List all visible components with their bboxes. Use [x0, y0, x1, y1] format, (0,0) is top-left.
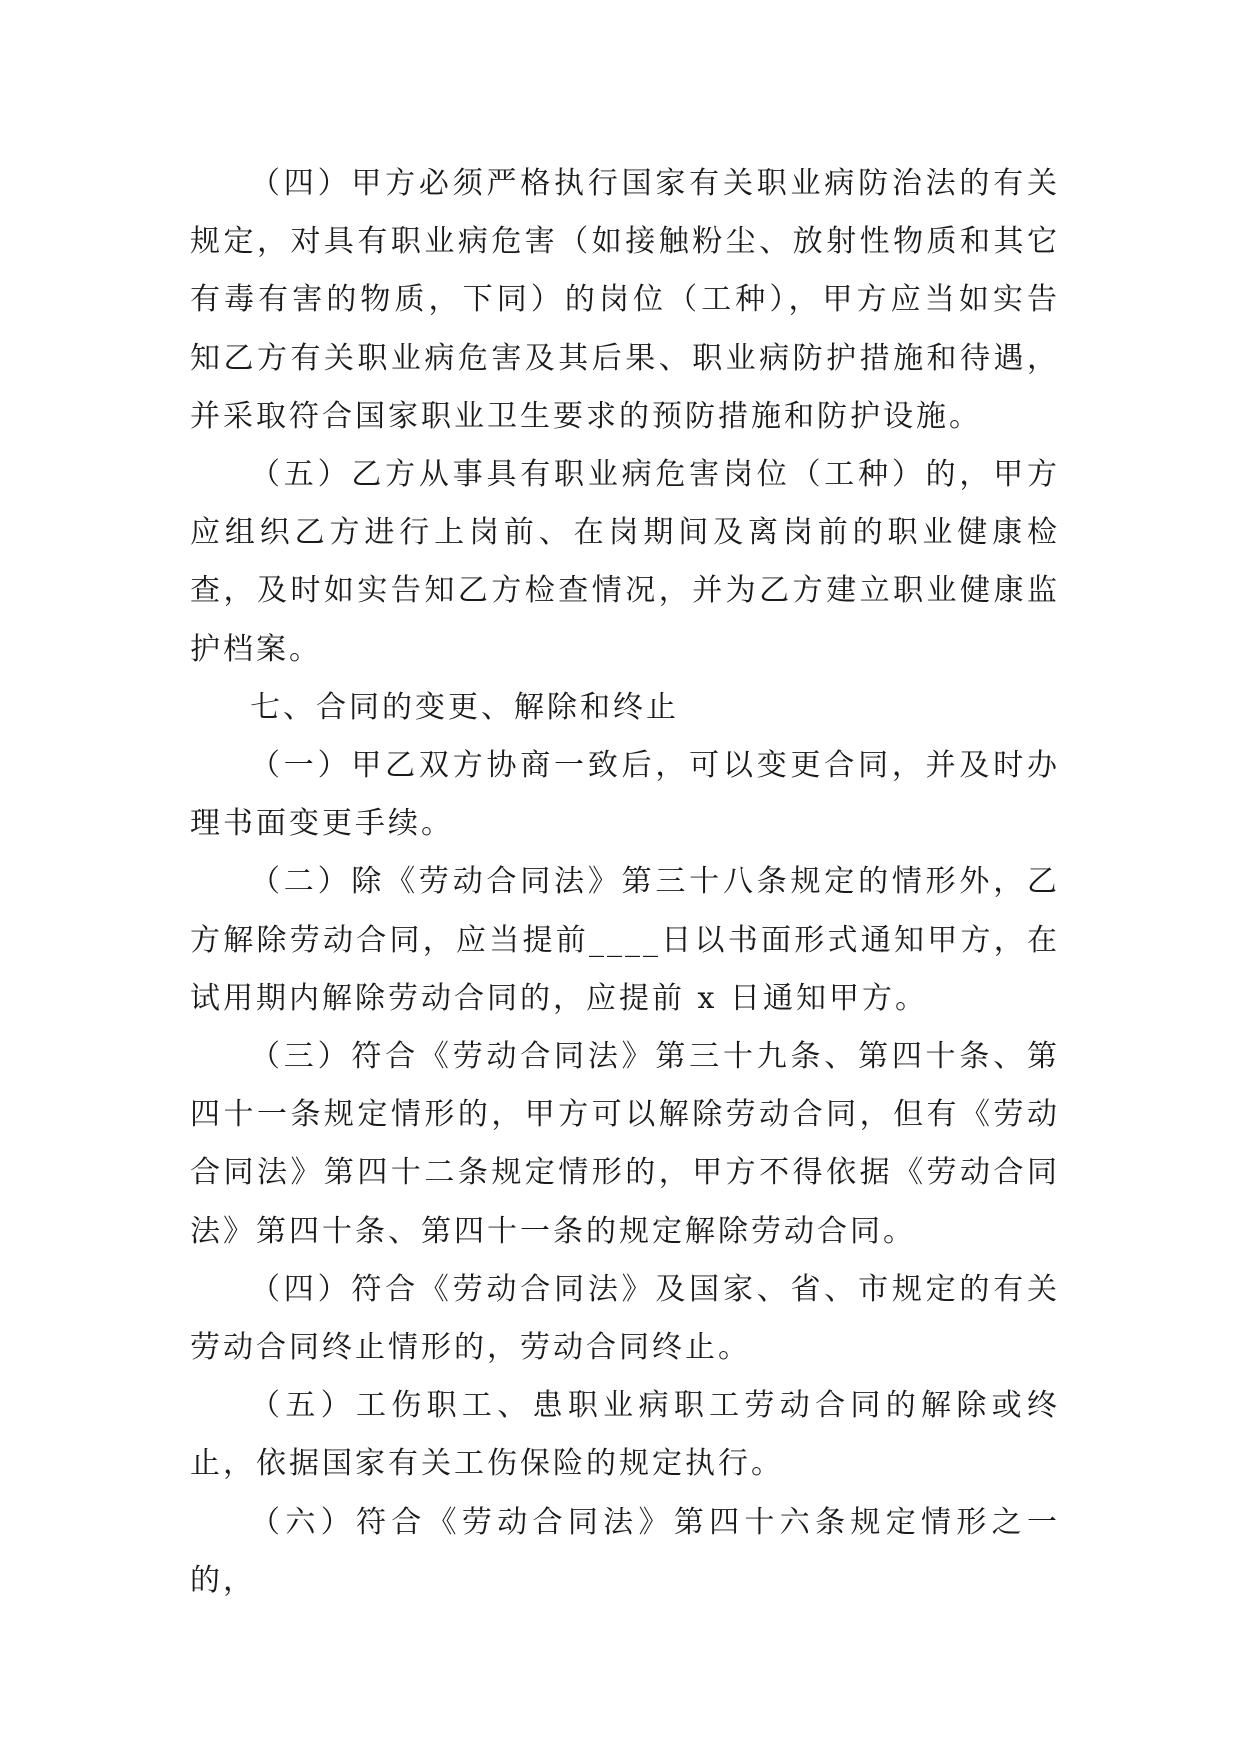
paragraph-employer-termination: （三）符合《劳动合同法》第三十九条、第四十条、第四十一条规定情形的，甲方可以解除劳动合同，但有《劳动合同法》第四十二条规定情形的，甲方不得依据《劳动合同法》第四十条、第四十一条的规定解除劳动合同。 [190, 1039, 1060, 1249]
paragraph-health-examination: （五）乙方从事具有职业病危害岗位（工种）的，甲方应组织乙方进行上岗前、在岗期间及离岗前的职业健康检查，及时如实告知乙方检查情况，并为乙方建立职业健康监护档案。 [190, 457, 1060, 667]
paragraph-employee-termination: （二）除《劳动合同法》第三十八条规定的情形外，乙方解除劳动合同，应当提前____日以书面形式通知甲方，在试用期内解除劳动合同的，应提前 x 日通知甲方。 [190, 864, 1060, 1016]
paragraph-occupational-disease-notice: （四）甲方必须严格执行国家有关职业病防治法的有关规定，对具有职业病危害（如接触粉尘、放射性物质和其它有毒有害的物质，下同）的岗位（工种），甲方应当如实告知乙方有关职业病危害及其后果、职业病防护措施和待遇，并采取符合国家职业卫生要求的预防措施和防护设施。 [190, 166, 1060, 434]
paragraph-contract-modification: （一）甲乙双方协商一致后，可以变更合同，并及时办理书面变更手续。 [190, 748, 1060, 842]
section-heading-contract-change: 七、合同的变更、解除和终止 [250, 689, 679, 725]
paragraph-article-46: （六）符合《劳动合同法》第四十六条规定情形之一的， [190, 1504, 1060, 1598]
paragraph-work-injury: （五）工伤职工、患职业病职工劳动合同的解除或终止，依据国家有关工伤保险的规定执行。 [190, 1388, 1060, 1482]
paragraph-contract-expiry: （四）符合《劳动合同法》及国家、省、市规定的有关劳动合同终止情形的，劳动合同终止。 [190, 1271, 1060, 1366]
document-page [190, 155, 1060, 1610]
